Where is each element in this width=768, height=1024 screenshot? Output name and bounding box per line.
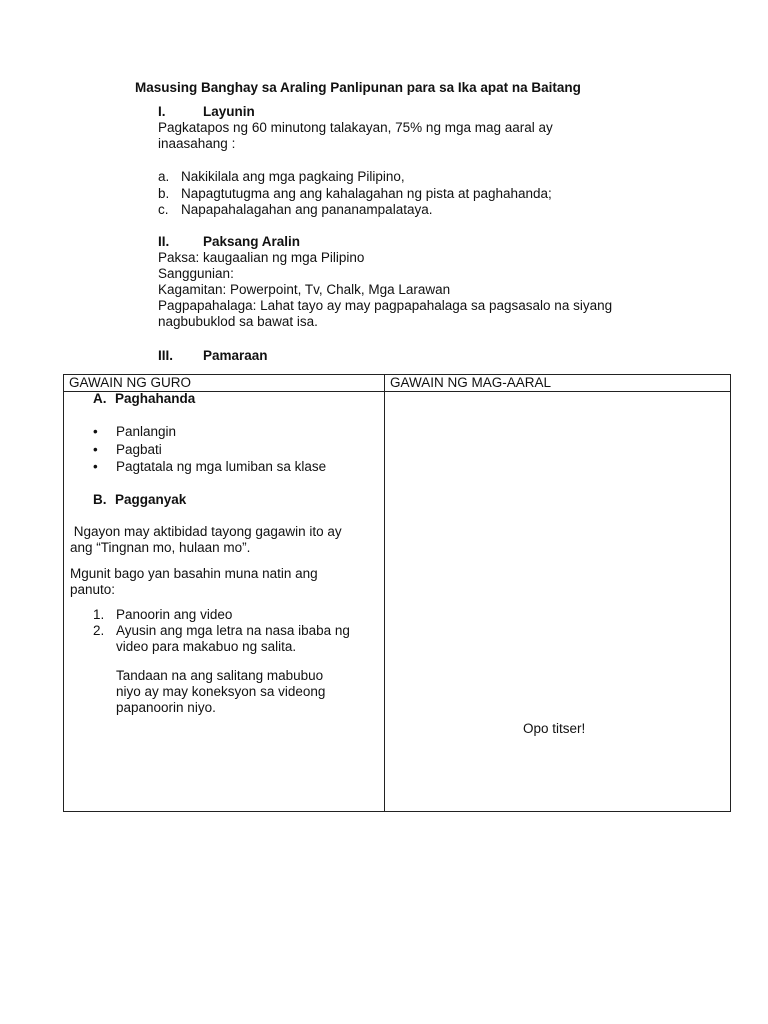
bullet-marker: • bbox=[93, 459, 98, 474]
list-item-text: Pagbati bbox=[116, 441, 162, 457]
bullet-marker: • bbox=[93, 441, 98, 457]
list-item bbox=[158, 186, 658, 203]
page-title: Masusing Banghay sa Araling Panlipunan para sa Ika apat na Baitang bbox=[135, 80, 581, 95]
pagganyak-note bbox=[116, 668, 376, 716]
detail-line-pagpapahalaga-cont: nagbubuklod sa bawat isa. bbox=[158, 314, 318, 329]
detail-line-kagamitan: Kagamitan: Powerpoint, Tv, Chalk, Mga Larawan bbox=[158, 282, 451, 297]
list-item bbox=[93, 442, 326, 460]
teacher-activities-cell bbox=[64, 392, 384, 811]
step-text: Ayusin ang mga letra na nasa ibaba ng bbox=[116, 623, 350, 638]
section-heading-layunin bbox=[158, 104, 255, 120]
list-marker: c. bbox=[158, 202, 169, 217]
list-item bbox=[93, 607, 383, 623]
step-marker: 1. bbox=[93, 607, 105, 622]
pamaraan-table bbox=[63, 374, 731, 812]
list-item bbox=[93, 459, 326, 477]
panuto-steps-list bbox=[93, 607, 383, 655]
note-line: papanoorin niyo. bbox=[116, 700, 216, 715]
list-item bbox=[158, 202, 658, 219]
subheading-title: Pagganyak bbox=[115, 492, 187, 507]
list-item-text: Panlangin bbox=[116, 424, 177, 439]
paghahanda-bullet-list bbox=[93, 424, 326, 477]
section-title: Layunin bbox=[203, 104, 255, 119]
section-heading-pamaraan bbox=[158, 348, 268, 364]
section-number: I. bbox=[158, 104, 166, 119]
pagganyak-paragraph-2 bbox=[70, 566, 380, 598]
list-item-text: Napapahalagahan ang pananampalataya. bbox=[181, 202, 433, 217]
list-item-text: Nakikilala ang mga pagkaing Pilipino, bbox=[181, 169, 405, 184]
section-heading-paksang-aralin bbox=[158, 234, 300, 250]
paksang-aralin-details bbox=[158, 250, 658, 330]
step-text: video para makabuo ng salita. bbox=[116, 639, 297, 654]
section-title: Pamaraan bbox=[203, 348, 268, 363]
student-reply: Opo titser! bbox=[523, 721, 586, 736]
step-text: Panoorin ang video bbox=[116, 607, 233, 622]
list-item bbox=[93, 424, 326, 442]
step-marker: 2. bbox=[93, 623, 105, 638]
layunin-objectives-list bbox=[158, 169, 658, 219]
detail-line-pagpapahalaga: Pagpapahalaga: Lahat tayo ay may pagpapahalaga sa pagsasalo na siyang bbox=[158, 298, 613, 313]
section-title: Paksang Aralin bbox=[203, 234, 301, 249]
paragraph-line: panuto: bbox=[70, 582, 116, 597]
detail-line-paksa: Paksa: kaugaalian ng mga Pilipino bbox=[158, 250, 365, 265]
column-header-gawain-ng-guro: GAWAIN NG GURO bbox=[69, 375, 192, 390]
student-activities-cell bbox=[385, 392, 730, 811]
intro-line: inaasahang : bbox=[158, 136, 236, 151]
subheading-number: A. bbox=[93, 391, 107, 406]
subheading-paghahanda bbox=[93, 391, 195, 407]
bullet-marker: • bbox=[93, 424, 98, 439]
intro-line: Pagkatapos ng 60 minutong talakayan, 75% ng mga mag aaral ay bbox=[158, 120, 553, 135]
layunin-intro bbox=[158, 120, 658, 152]
section-number: III. bbox=[158, 348, 174, 363]
note-line: Tandaan na ang salitang mabubuo bbox=[116, 668, 324, 683]
subheading-title: Paghahanda bbox=[115, 391, 196, 406]
list-item-text: Pagtatala ng mga lumiban sa klase bbox=[116, 459, 327, 474]
paragraph-line: Mgunit bago yan basahin muna natin ang bbox=[70, 566, 318, 581]
list-marker: a. bbox=[158, 169, 170, 184]
note-line: niyo ay may koneksyon sa videong bbox=[116, 684, 326, 699]
list-item-text: Napagtutugma ang ang kahalagahan ng pista at paghahanda; bbox=[181, 185, 552, 201]
subheading-number: B. bbox=[93, 492, 107, 507]
paragraph-line: ang “Tingnan mo, hulaan mo”. bbox=[70, 540, 251, 555]
table-header-row bbox=[64, 375, 730, 392]
detail-line-sanggunian: Sanggunian: bbox=[158, 266, 234, 281]
subheading-pagganyak bbox=[93, 492, 186, 508]
pagganyak-paragraph-1 bbox=[70, 524, 380, 556]
list-item bbox=[158, 169, 658, 186]
list-marker: b. bbox=[158, 185, 170, 201]
paragraph-line: Ngayon may aktibidad tayong gagawin ito ay bbox=[70, 524, 342, 539]
column-header-gawain-ng-mag-aaral: GAWAIN NG MAG-AARAL bbox=[390, 375, 552, 390]
list-item bbox=[93, 623, 383, 655]
section-number: II. bbox=[158, 234, 170, 249]
